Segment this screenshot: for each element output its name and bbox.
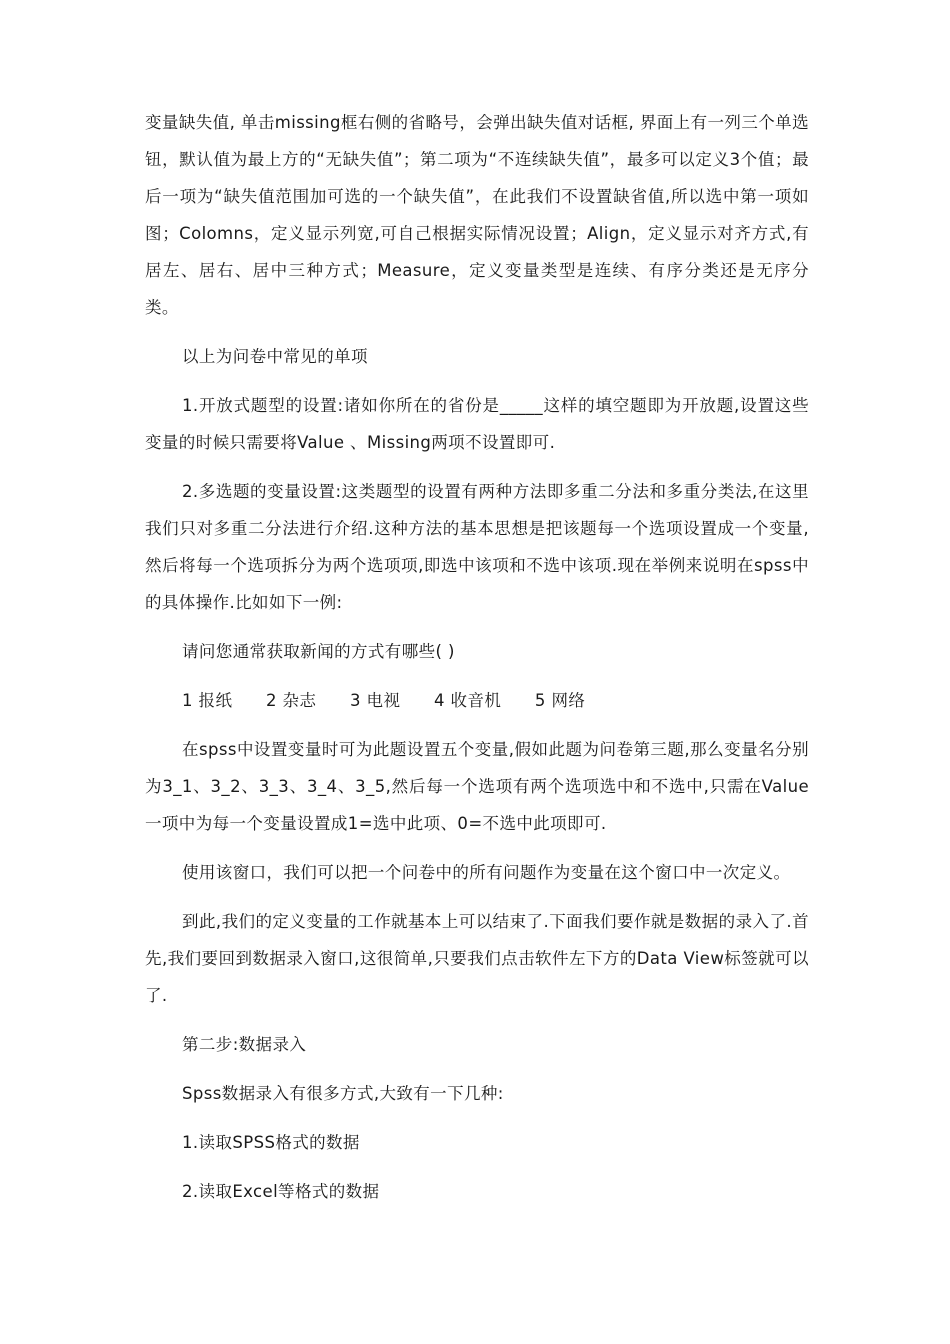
- paragraph-data-entry-intro: 到此,我们的定义变量的工作就基本上可以结束了.下面我们要作就是数据的录入了.首先,我们要回到数据录入窗口,这很简单,只要我们点击软件左下方的Data View标签就可以了.: [145, 912, 809, 1005]
- list-item-read-spss: 1.读取SPSS格式的数据: [182, 1133, 360, 1152]
- example-options: [145, 682, 809, 719]
- option-item: 1 报纸: [182, 691, 233, 710]
- list-item-read-excel: 2.读取Excel等格式的数据: [182, 1182, 380, 1201]
- paragraph-missing-values: 变量缺失值, 单击missing框右侧的省略号，会弹出缺失值对话框, 界面上有一列三个单选钮，默认值为最上方的“无缺失值”；第二项为“不连续缺失值”，最多可以定义3个值；最后一项为“缺失值范围加可选的一个缺失值”，在此我们不设置缺省值,所以选中第一项如图；Colomns，定义显示列宽,可自己根据实际情况设置；Align，定义显示对齐方式,有居左、居右、居中三种方式；Measure，定义变量类型是连续、有序分类还是无序分类。: [145, 113, 809, 317]
- section-heading-step-two: 第二步:数据录入: [182, 1035, 307, 1054]
- option-item: 5 网络: [534, 691, 586, 710]
- option-item: 2 杂志: [266, 691, 317, 710]
- paragraph-entry-methods: Spss数据录入有很多方式,大致有一下几种:: [182, 1084, 504, 1103]
- paragraph-multiple-choice: 2.多选题的变量设置:这类题型的设置有两种方法即多重二分法和多重分类法,在这里我们只对多重二分法进行介绍.这种方法的基本思想是把该题每一个选项设置成一个变量,然后将每一个选项拆分为两个选项项,即选中该项和不选中该项.现在举例来说明在spss中的具体操作.比如如下一例:: [145, 482, 809, 612]
- document-body: [145, 104, 809, 1210]
- paragraph-common-items: 以上为问卷中常见的单项: [182, 347, 368, 366]
- paragraph-open-question: 1.开放式题型的设置:诸如你所在的省份是_____这样的填空题即为开放题,设置这些变量的时候只需要将Value 、Missing两项不设置即可.: [145, 396, 809, 452]
- paragraph-example-question: 请问您通常获取新闻的方式有哪些( ): [182, 642, 455, 661]
- option-item: 3 电视: [350, 691, 401, 710]
- paragraph-window-usage: 使用该窗口，我们可以把一个问卷中的所有问题作为变量在这个窗口中一次定义。: [182, 863, 791, 882]
- option-item: 4 收音机: [434, 691, 502, 710]
- paragraph-spss-variables: 在spss中设置变量时可为此题设置五个变量,假如此题为问卷第三题,那么变量名分别为3_1、3_2、3_3、3_4、3_5,然后每一个选项有两个选项选中和不选中,只需在Value一项中为每一个变量设置成1=选中此项、0=不选中此项即可.: [145, 740, 809, 833]
